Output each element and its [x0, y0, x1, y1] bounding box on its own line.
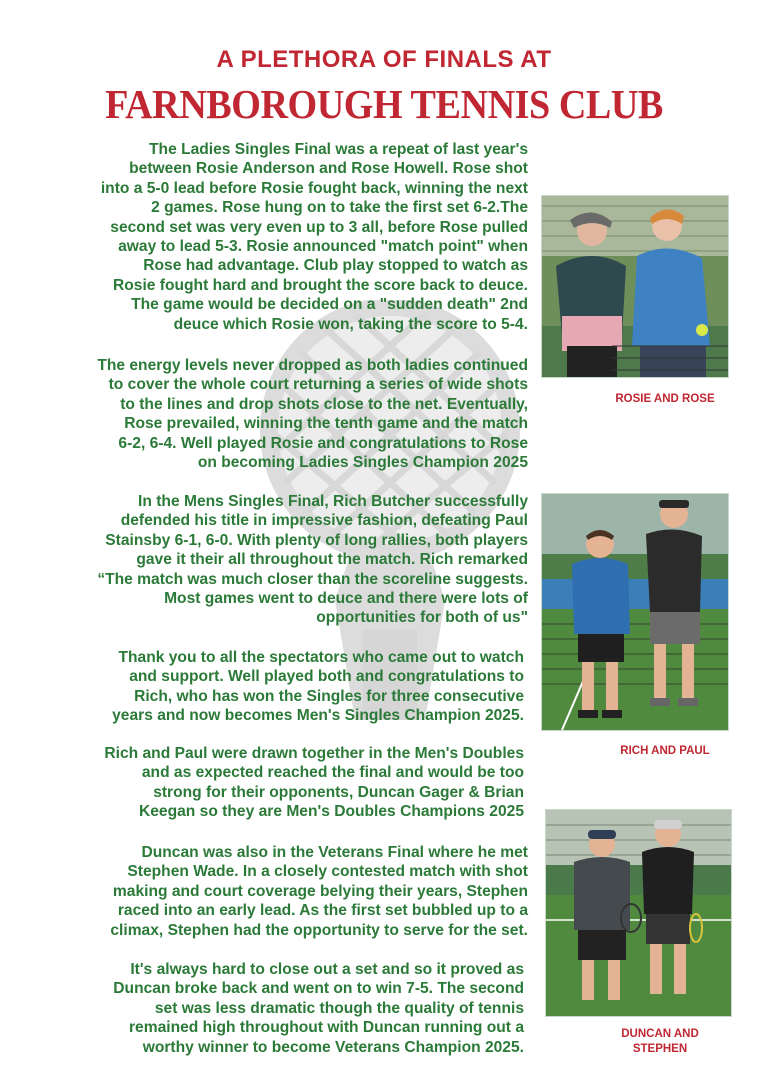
text-line: Rosie fought hard and brought the score back to deuce.	[112, 276, 528, 294]
article-paragraph	[30, 356, 528, 472]
text-line: Rose prevailed, winning the tenth game and the match	[124, 415, 528, 433]
text-line: making and court coverage belying their years, Stephen	[112, 882, 528, 900]
photo-caption: RICH AND PAUL	[620, 745, 710, 757]
text-line: strong for their opponents, Duncan Gager & Brian	[153, 783, 524, 801]
text-line: deuce which Rosie won, taking the score to 5-4.	[173, 315, 528, 333]
text-line: second set was very even up to 3 all, before Rose pulled	[110, 218, 528, 236]
text-line: and as expected reached the final and would be too	[141, 764, 524, 782]
text-line: It's always hard to close out a set and so it proved as	[130, 961, 524, 978]
article-paragraph	[30, 960, 524, 1057]
text-line: and support. Well played both and congratulations to	[129, 668, 524, 686]
text-line: “The match was much closer than the scoreline suggests.	[97, 570, 528, 588]
text-line: into a 5-0 lead before Rosie fought back, winning the next	[100, 179, 528, 197]
text-line: Stainsby 6-1, 6-0. With plenty of long rallies, both players	[105, 531, 528, 549]
text-line: to cover the whole court returning a series of wide shots	[108, 376, 528, 394]
text-line: Keegan so they are Men's Doubles Champions 2025	[138, 803, 524, 821]
text-line: 2 games. Rose hung on to take the first set 6-2.The	[151, 199, 528, 217]
text-line: The Ladies Singles Final was a repeat of last year's	[149, 141, 528, 158]
text-line: Most games went to deuce and there were lots of	[164, 590, 528, 608]
photo-caption	[605, 1027, 715, 1057]
article-paragraph	[30, 648, 524, 726]
two-players-photo-icon	[546, 810, 731, 1016]
article-paragraph	[30, 140, 528, 334]
headline-kicker: A PLETHORA OF FINALS AT	[216, 46, 552, 73]
text-line: worthy winner to become Veterans Champion 2025.	[142, 1038, 524, 1056]
text-line: 6-2, 6-4. Well played Rosie and congratulations to Rose	[118, 434, 528, 452]
text-line: away to lead 5-3. Rosie announced "match point" when	[118, 238, 528, 256]
text-line: Duncan broke back and went on to win 7-5. The second	[113, 980, 524, 998]
text-line: Stephen Wade. In a closely contested match with shot	[127, 863, 528, 881]
text-line: Rose had advantage. Club play stopped to watch as	[143, 257, 528, 275]
text-line: to the lines and drop shots close to the net. Eventually,	[120, 395, 528, 413]
text-line: climax, Stephen had the opportunity to serve for the set.	[110, 921, 528, 939]
text-line: The energy levels never dropped as both ladies continued	[97, 357, 528, 374]
article-paragraph	[30, 744, 524, 822]
two-players-photo-icon	[542, 494, 728, 730]
caption-line: STEPHEN	[632, 1043, 688, 1055]
text-line: In the Mens Singles Final, Rich Butcher successfully	[138, 493, 528, 510]
page-title: FARNBOROUGH TENNIS CLUB	[105, 81, 663, 127]
text-line: set was less dramatic though the quality of tennis	[154, 999, 524, 1017]
text-line: opportunities for both of us"	[316, 609, 528, 627]
text-line: remained high throughout with Duncan running out a	[128, 1019, 524, 1037]
text-line: Rich, who has won the Singles for three consecutive	[134, 687, 524, 705]
text-line: The game would be decided on a "sudden death" 2nd	[131, 296, 528, 314]
article-paragraph	[30, 492, 528, 628]
text-line: defended his title in impressive fashion, defeating Paul	[120, 512, 528, 530]
photo-rich-and-paul	[541, 493, 729, 731]
text-line: Rich and Paul were drawn together in the Men's Doubles	[104, 745, 524, 762]
caption-line: DUNCAN AND	[621, 1028, 699, 1040]
text-line: gave it their all throughout the match. Rich remarked	[136, 551, 528, 569]
photo-rosie-and-rose	[541, 195, 729, 378]
text-line: between Rosie Anderson and Rose Howell. Rose shot	[129, 160, 528, 178]
text-line: years and now becomes Men's Singles Champion 2025.	[112, 707, 524, 725]
article-paragraph	[30, 843, 528, 940]
two-players-photo-icon	[542, 196, 728, 377]
text-line: on becoming Ladies Singles Champion 2025	[197, 454, 528, 472]
photo-duncan-and-stephen	[545, 809, 732, 1017]
text-line: Thank you to all the spectators who came out to watch	[118, 649, 524, 666]
photo-caption: ROSIE AND ROSE	[615, 393, 715, 405]
text-line: Duncan was also in the Veterans Final where he met	[141, 844, 528, 861]
text-line: raced into an early lead. As the first set bubbled up to a	[117, 902, 528, 920]
